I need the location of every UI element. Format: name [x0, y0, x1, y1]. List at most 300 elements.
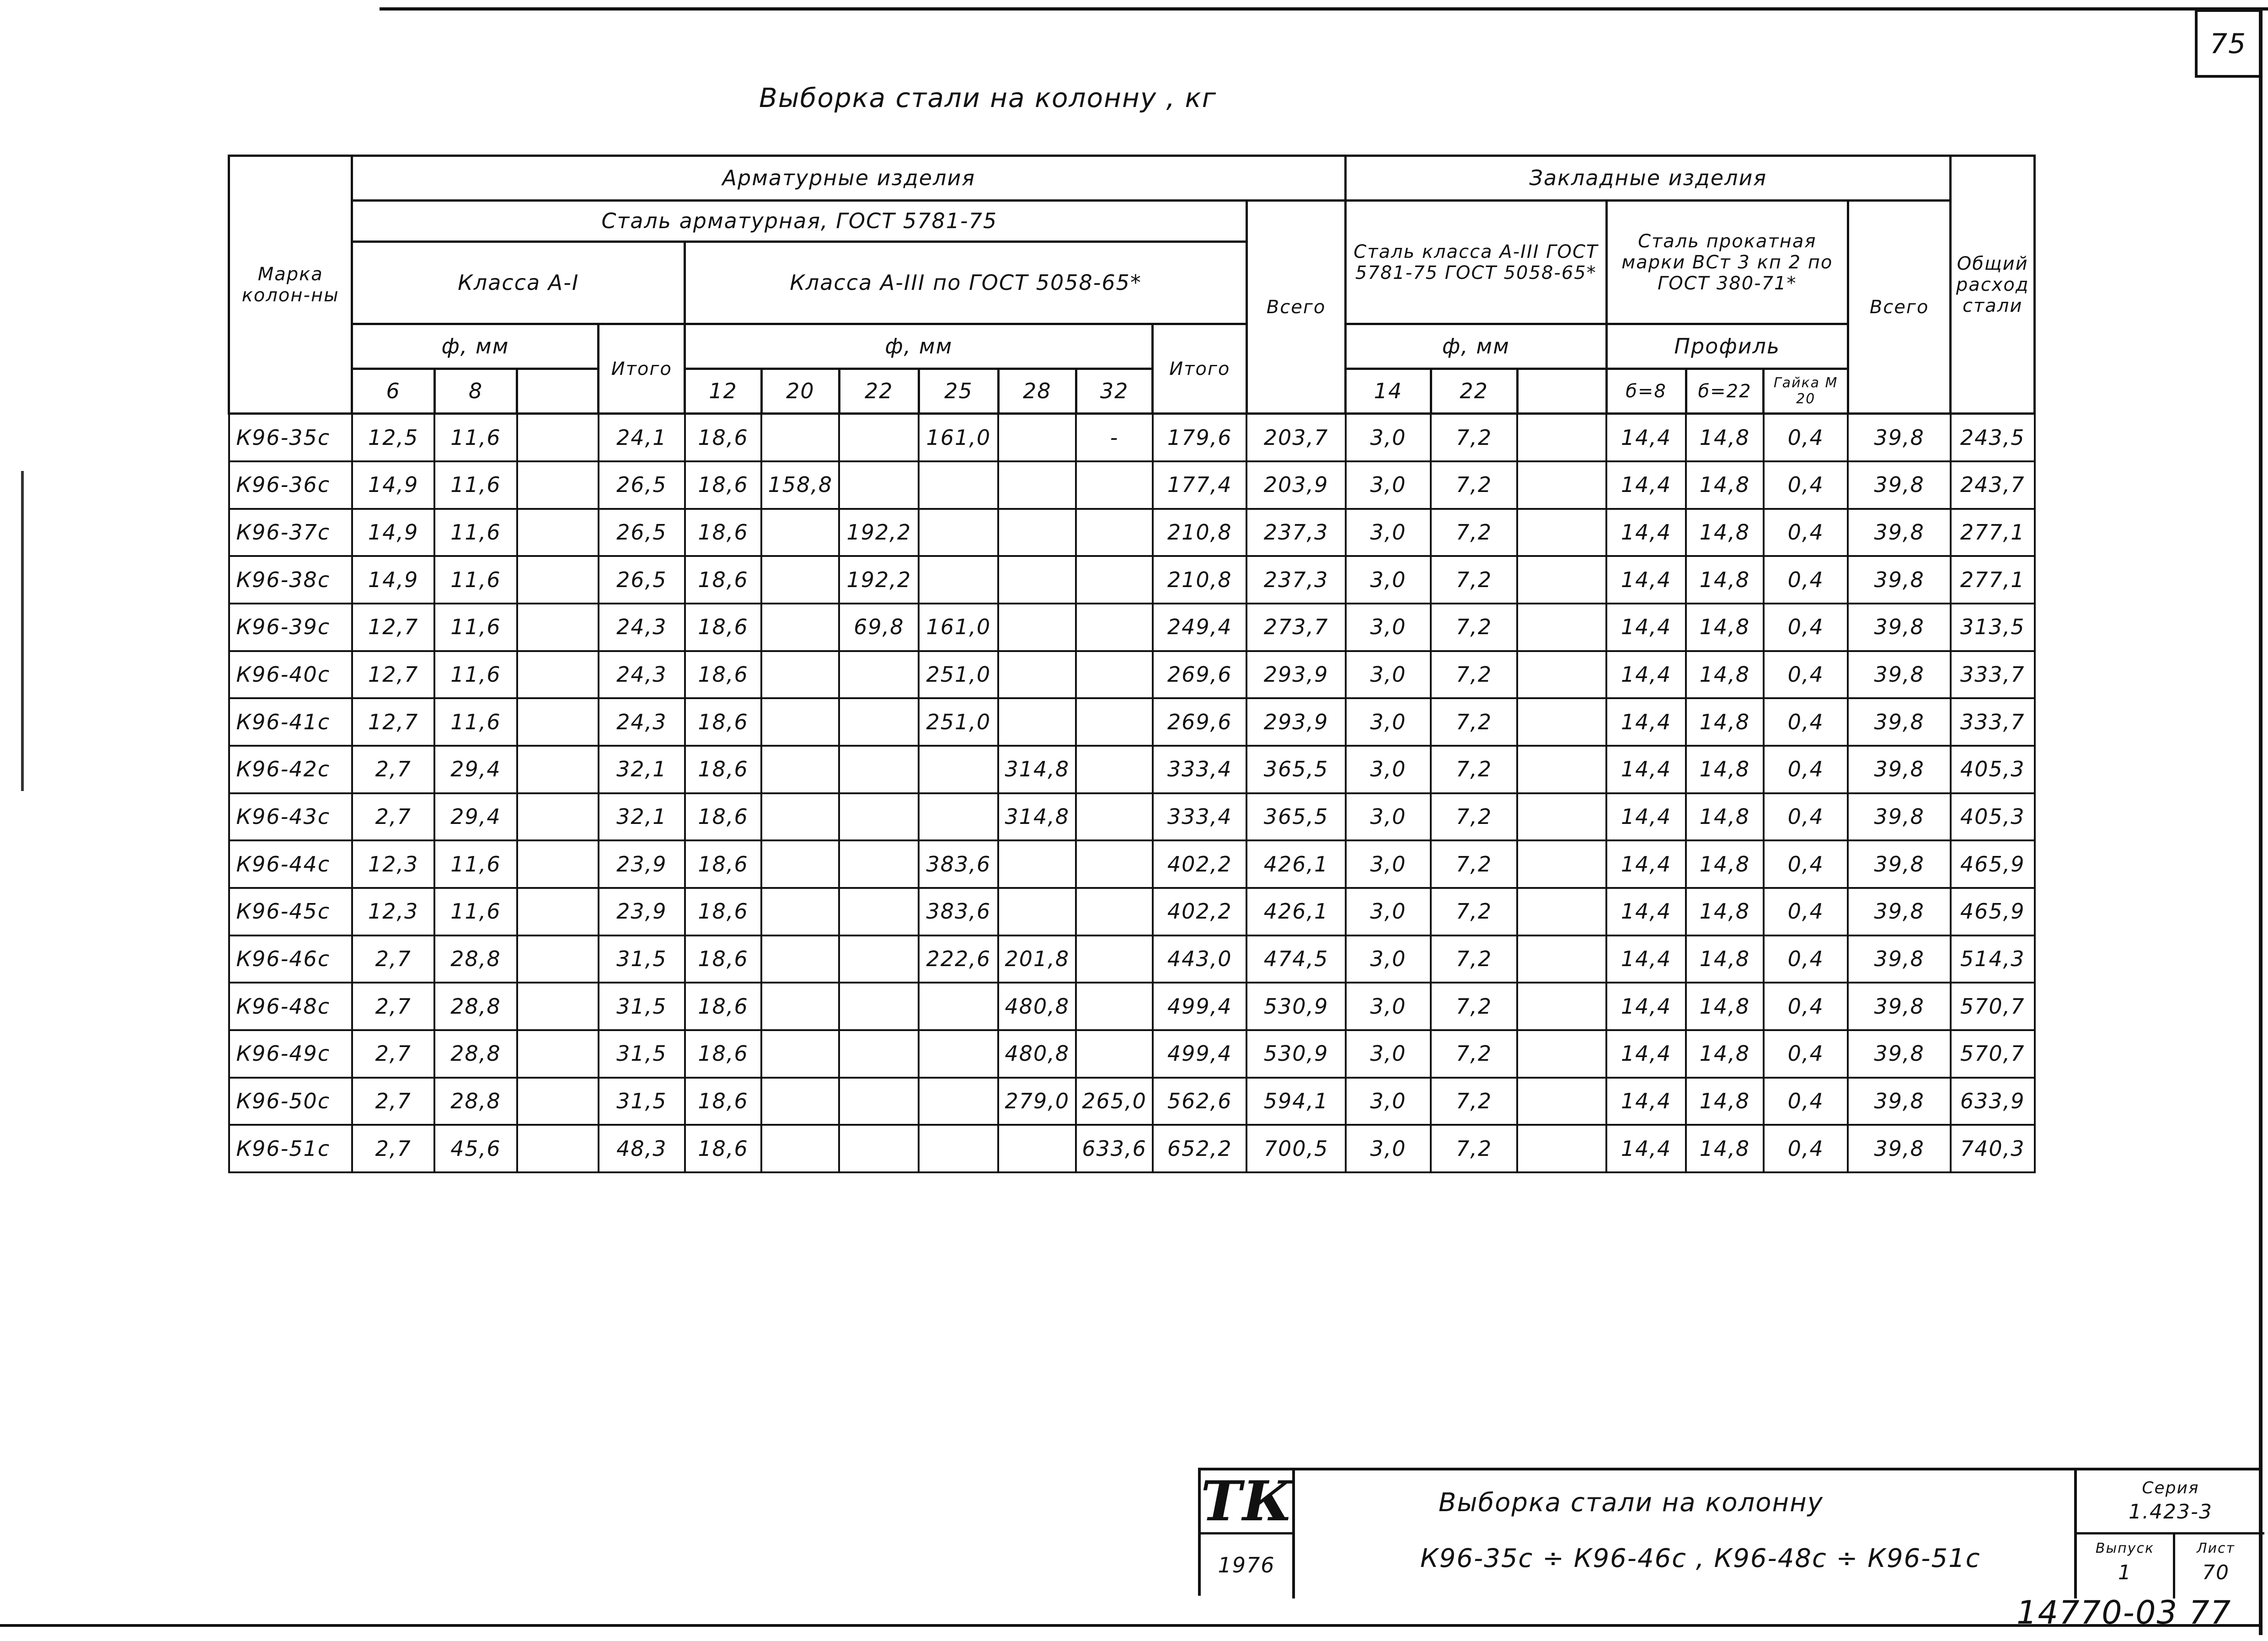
header-rolled-steel: Сталь прокатная марки ВСт 3 кп 2 по ГОСТ 380-71* — [1606, 201, 1848, 324]
cell-d25 — [919, 1078, 998, 1125]
cell-p8: 14,4 — [1606, 556, 1686, 604]
cell-d20 — [761, 1125, 839, 1172]
cell-nut: 0,4 — [1764, 935, 1848, 983]
cell-nut: 0,4 — [1764, 1030, 1848, 1078]
cell-d22 — [839, 1030, 919, 1078]
header-profile-d8: б=8 — [1606, 369, 1686, 414]
cell-d8: 28,8 — [434, 1030, 517, 1078]
series-label: Серия — [2142, 1479, 2199, 1497]
cell-a3-total: 177,4 — [1153, 461, 1247, 509]
cell-d25 — [919, 556, 998, 604]
header-class-a1: Класса А-I — [352, 242, 685, 324]
cell-p8: 14,4 — [1606, 840, 1686, 888]
cell-emb-total: 39,8 — [1848, 746, 1950, 793]
cell-p8: 14,4 — [1606, 983, 1686, 1030]
cell-e14: 3,0 — [1346, 414, 1431, 462]
cell-d6: 14,9 — [352, 556, 434, 604]
header-d32: 32 — [1076, 369, 1153, 414]
cell-e22: 7,2 — [1431, 1125, 1517, 1172]
header-embedded-steel: Сталь класса А-III ГОСТ 5781-75 ГОСТ 5058-65* — [1346, 201, 1606, 324]
cell-emb-total: 39,8 — [1848, 1030, 1950, 1078]
cell-rebar-total: 700,5 — [1246, 1125, 1345, 1172]
cell-d25: 383,6 — [919, 840, 998, 888]
cell-d8: 28,8 — [434, 983, 517, 1030]
cell-d32 — [1076, 793, 1153, 841]
empty-cell — [517, 1078, 599, 1125]
cell-p22: 14,8 — [1686, 556, 1764, 604]
table-row — [229, 698, 2035, 746]
cell-p8: 14,4 — [1606, 509, 1686, 556]
cell-d25 — [919, 983, 998, 1030]
cell-p8: 14,4 — [1606, 1078, 1686, 1125]
header-dia-a1: ф, мм — [352, 324, 599, 369]
cell-overall: 633,9 — [1951, 1078, 2035, 1125]
frame-right-border — [2259, 7, 2263, 1635]
cell-d12: 18,6 — [685, 461, 762, 509]
cell-d22 — [839, 651, 919, 699]
cell-d12: 18,6 — [685, 1030, 762, 1078]
cell-e22: 7,2 — [1431, 935, 1517, 983]
cell-e22: 7,2 — [1431, 1030, 1517, 1078]
cell-e14: 3,0 — [1346, 698, 1431, 746]
empty-cell — [517, 793, 599, 841]
sheet-title: Выборка стали на колонну , кг — [759, 82, 1217, 113]
table-row — [229, 746, 2035, 793]
cell-d28: 314,8 — [998, 746, 1076, 793]
empty-cell — [1517, 414, 1606, 462]
cell-d8: 11,6 — [434, 840, 517, 888]
cell-e14: 3,0 — [1346, 651, 1431, 699]
cell-d20 — [761, 651, 839, 699]
cell-e14: 3,0 — [1346, 509, 1431, 556]
cell-nut: 0,4 — [1764, 983, 1848, 1030]
empty-cell — [1517, 461, 1606, 509]
cell-d32 — [1076, 698, 1153, 746]
cell-a3-total: 179,6 — [1153, 414, 1247, 462]
column-mark-cell: К96-42с — [229, 746, 352, 793]
cell-d22 — [839, 983, 919, 1030]
cell-d22: 192,2 — [839, 509, 919, 556]
cell-d6: 2,7 — [352, 983, 434, 1030]
cell-p22: 14,8 — [1686, 698, 1764, 746]
empty-cell — [1517, 888, 1606, 935]
steel-sample-table — [228, 155, 2036, 1173]
column-mark-cell: К96-45с — [229, 888, 352, 935]
empty-cell — [517, 556, 599, 604]
empty-cell — [517, 414, 599, 462]
table-row — [229, 414, 2035, 462]
cell-d6: 2,7 — [352, 1078, 434, 1125]
header-a3-subtotal: Итого — [1153, 324, 1247, 414]
empty-cell — [1517, 793, 1606, 841]
cell-e14: 3,0 — [1346, 983, 1431, 1030]
frame-left-mark — [21, 471, 24, 791]
cell-a1-total: 32,1 — [599, 793, 685, 841]
table-row — [229, 1078, 2035, 1125]
cell-rebar-total: 530,9 — [1246, 1030, 1345, 1078]
empty-cell — [1517, 509, 1606, 556]
cell-d12: 18,6 — [685, 888, 762, 935]
cell-d32 — [1076, 461, 1153, 509]
cell-emb-total: 39,8 — [1848, 698, 1950, 746]
empty-cell — [1517, 1078, 1606, 1125]
cell-d6: 14,9 — [352, 461, 434, 509]
cell-d6: 2,7 — [352, 793, 434, 841]
cell-rebar-total: 203,9 — [1246, 461, 1345, 509]
cell-a1-total: 23,9 — [599, 888, 685, 935]
empty-cell — [1517, 983, 1606, 1030]
cell-overall: 277,1 — [1951, 509, 2035, 556]
cell-p22: 14,8 — [1686, 888, 1764, 935]
cell-a1-total: 31,5 — [599, 983, 685, 1030]
cell-d32 — [1076, 935, 1153, 983]
cell-d32 — [1076, 840, 1153, 888]
cell-a1-total: 31,5 — [599, 1030, 685, 1078]
cell-e14: 3,0 — [1346, 461, 1431, 509]
empty-cell — [1517, 698, 1606, 746]
cell-d28: 201,8 — [998, 935, 1076, 983]
cell-a1-total: 26,5 — [599, 556, 685, 604]
header-a1-subtotal: Итого — [599, 324, 685, 414]
cell-overall: 405,3 — [1951, 746, 2035, 793]
cell-e22: 7,2 — [1431, 414, 1517, 462]
frame-top-border — [380, 7, 2268, 11]
cell-p22: 14,8 — [1686, 1078, 1764, 1125]
cell-a1-total: 23,9 — [599, 840, 685, 888]
empty-cell — [1517, 1030, 1606, 1078]
header-class-a3: Класса А-III по ГОСТ 5058-65* — [685, 242, 1247, 324]
series-value: 1.423-3 — [2129, 1500, 2213, 1523]
cell-emb-total: 39,8 — [1848, 604, 1950, 651]
cell-d12: 18,6 — [685, 509, 762, 556]
cell-d12: 18,6 — [685, 840, 762, 888]
empty-cell — [517, 604, 599, 651]
stamp-issue — [2074, 1532, 2175, 1598]
header-e22: 22 — [1431, 369, 1517, 414]
cell-a1-total: 24,3 — [599, 698, 685, 746]
cell-emb-total: 39,8 — [1848, 556, 1950, 604]
cell-d8: 28,8 — [434, 1078, 517, 1125]
empty-cell — [1517, 746, 1606, 793]
header-profile-nut: Гайка М 20 — [1764, 369, 1848, 414]
cell-a1-total: 24,3 — [599, 651, 685, 699]
cell-overall: 570,7 — [1951, 983, 2035, 1030]
cell-rebar-total: 237,3 — [1246, 556, 1345, 604]
cell-d6: 12,7 — [352, 651, 434, 699]
cell-d28 — [998, 604, 1076, 651]
cell-nut: 0,4 — [1764, 840, 1848, 888]
cell-emb-total: 39,8 — [1848, 414, 1950, 462]
stamp-year: 1976 — [1201, 1532, 1295, 1598]
header-d28: 28 — [998, 369, 1076, 414]
cell-nut: 0,4 — [1764, 698, 1848, 746]
cell-d12: 18,6 — [685, 604, 762, 651]
cell-d8: 29,4 — [434, 793, 517, 841]
cell-d28: 480,8 — [998, 983, 1076, 1030]
cell-d12: 18,6 — [685, 698, 762, 746]
cell-d20 — [761, 698, 839, 746]
cell-emb-total: 39,8 — [1848, 1078, 1950, 1125]
cell-overall: 465,9 — [1951, 840, 2035, 888]
cell-overall: 333,7 — [1951, 651, 2035, 699]
stamp-title-line2: К96-35с ÷ К96-46с , К96-48с ÷ К96-51с — [1420, 1544, 1981, 1573]
cell-d8: 45,6 — [434, 1125, 517, 1172]
cell-e22: 7,2 — [1431, 461, 1517, 509]
cell-e14: 3,0 — [1346, 793, 1431, 841]
cell-d22 — [839, 888, 919, 935]
cell-d20 — [761, 793, 839, 841]
header-rebar-products: Арматурные изделия — [352, 156, 1346, 201]
empty-cell — [517, 840, 599, 888]
cell-d32 — [1076, 746, 1153, 793]
cell-overall: 405,3 — [1951, 793, 2035, 841]
cell-overall: 570,7 — [1951, 1030, 2035, 1078]
cell-e22: 7,2 — [1431, 509, 1517, 556]
cell-d20 — [761, 509, 839, 556]
empty-cell — [517, 1125, 599, 1172]
empty-cell — [1517, 556, 1606, 604]
cell-d20 — [761, 888, 839, 935]
cell-rebar-total: 293,9 — [1246, 698, 1345, 746]
empty-cell — [1517, 840, 1606, 888]
cell-a1-total: 31,5 — [599, 1078, 685, 1125]
cell-rebar-total: 426,1 — [1246, 840, 1345, 888]
cell-d25: 161,0 — [919, 604, 998, 651]
column-mark-cell: К96-43с — [229, 793, 352, 841]
cell-p8: 14,4 — [1606, 461, 1686, 509]
issue-label: Выпуск — [2095, 1540, 2155, 1556]
cell-nut: 0,4 — [1764, 556, 1848, 604]
issue-value: 1 — [2118, 1561, 2132, 1584]
cell-p8: 14,4 — [1606, 651, 1686, 699]
cell-a3-total: 499,4 — [1153, 983, 1247, 1030]
cell-d12: 18,6 — [685, 983, 762, 1030]
cell-a3-total: 269,6 — [1153, 698, 1247, 746]
cell-d6: 12,7 — [352, 698, 434, 746]
header-a1-empty — [517, 369, 599, 414]
cell-d20 — [761, 840, 839, 888]
cell-d28: 480,8 — [998, 1030, 1076, 1078]
cell-d12: 18,6 — [685, 556, 762, 604]
cell-nut: 0,4 — [1764, 793, 1848, 841]
cell-overall: 514,3 — [1951, 935, 2035, 983]
cell-a3-total: 210,8 — [1153, 509, 1247, 556]
cell-d8: 11,6 — [434, 698, 517, 746]
cell-rebar-total: 273,7 — [1246, 604, 1345, 651]
sheet-label: Лист — [2196, 1540, 2236, 1556]
cell-d32 — [1076, 983, 1153, 1030]
cell-a3-total: 333,4 — [1153, 793, 1247, 841]
table-row — [229, 888, 2035, 935]
cell-d32: 265,0 — [1076, 1078, 1153, 1125]
cell-emb-total: 39,8 — [1848, 888, 1950, 935]
header-overall: Общий расход стали — [1951, 156, 2035, 414]
cell-d28 — [998, 461, 1076, 509]
header-profile-d22: б=22 — [1686, 369, 1764, 414]
header-dia-a3: ф, мм — [685, 324, 1153, 369]
table-row — [229, 461, 2035, 509]
cell-a3-total: 562,6 — [1153, 1078, 1247, 1125]
cell-d20: 158,8 — [761, 461, 839, 509]
stamp-title-line1: Выборка стали на колонну — [1439, 1488, 1824, 1518]
cell-d28 — [998, 1125, 1076, 1172]
cell-e14: 3,0 — [1346, 1125, 1431, 1172]
column-mark-cell: К96-50с — [229, 1078, 352, 1125]
cell-d22: 69,8 — [839, 604, 919, 651]
cell-rebar-total: 426,1 — [1246, 888, 1345, 935]
cell-emb-total: 39,8 — [1848, 983, 1950, 1030]
cell-d25 — [919, 461, 998, 509]
empty-cell — [517, 651, 599, 699]
cell-emb-total: 39,8 — [1848, 509, 1950, 556]
cell-nut: 0,4 — [1764, 604, 1848, 651]
frame-bottom-border — [0, 1624, 2263, 1627]
cell-p22: 14,8 — [1686, 461, 1764, 509]
cell-rebar-total: 594,1 — [1246, 1078, 1345, 1125]
cell-d22 — [839, 746, 919, 793]
cell-emb-total: 39,8 — [1848, 1125, 1950, 1172]
cell-a1-total: 32,1 — [599, 746, 685, 793]
cell-d6: 2,7 — [352, 1125, 434, 1172]
cell-d12: 18,6 — [685, 1078, 762, 1125]
cell-d22: 192,2 — [839, 556, 919, 604]
cell-d20 — [761, 556, 839, 604]
empty-cell — [517, 746, 599, 793]
stamp-series — [2074, 1470, 2264, 1534]
cell-e22: 7,2 — [1431, 793, 1517, 841]
cell-e14: 3,0 — [1346, 746, 1431, 793]
cell-nut: 0,4 — [1764, 461, 1848, 509]
cell-d6: 12,7 — [352, 604, 434, 651]
header-rebar-steel: Сталь арматурная, ГОСТ 5781-75 — [352, 201, 1247, 242]
cell-overall: 313,5 — [1951, 604, 2035, 651]
cell-nut: 0,4 — [1764, 1078, 1848, 1125]
cell-rebar-total: 530,9 — [1246, 983, 1345, 1030]
column-mark-cell: К96-36с — [229, 461, 352, 509]
empty-cell — [517, 935, 599, 983]
cell-overall: 740,3 — [1951, 1125, 2035, 1172]
table-row — [229, 1030, 2035, 1078]
cell-a3-total: 499,4 — [1153, 1030, 1247, 1078]
column-mark-cell: К96-37с — [229, 509, 352, 556]
table-row — [229, 651, 2035, 699]
cell-overall: 243,5 — [1951, 414, 2035, 462]
header-d12: 12 — [685, 369, 762, 414]
column-mark-cell: К96-40с — [229, 651, 352, 699]
cell-a1-total: 31,5 — [599, 935, 685, 983]
cell-d32 — [1076, 604, 1153, 651]
cell-d6: 12,3 — [352, 888, 434, 935]
column-mark-cell: К96-44с — [229, 840, 352, 888]
cell-d12: 18,6 — [685, 793, 762, 841]
cell-d32: - — [1076, 414, 1153, 462]
cell-d22 — [839, 1078, 919, 1125]
cell-e14: 3,0 — [1346, 840, 1431, 888]
empty-cell — [1517, 651, 1606, 699]
column-mark-cell: К96-38с — [229, 556, 352, 604]
cell-a3-total: 402,2 — [1153, 888, 1247, 935]
header-d25: 25 — [919, 369, 998, 414]
cell-a3-total: 333,4 — [1153, 746, 1247, 793]
cell-d32 — [1076, 888, 1153, 935]
empty-cell — [517, 1030, 599, 1078]
cell-d12: 18,6 — [685, 935, 762, 983]
cell-a1-total: 26,5 — [599, 509, 685, 556]
cell-d20 — [761, 604, 839, 651]
header-dia-embedded: ф, мм — [1346, 324, 1606, 369]
cell-rebar-total: 203,7 — [1246, 414, 1345, 462]
cell-p22: 14,8 — [1686, 509, 1764, 556]
cell-nut: 0,4 — [1764, 509, 1848, 556]
cell-rebar-total: 474,5 — [1246, 935, 1345, 983]
cell-d28 — [998, 651, 1076, 699]
cell-d22 — [839, 461, 919, 509]
cell-d12: 18,6 — [685, 1125, 762, 1172]
cell-d22 — [839, 793, 919, 841]
cell-d12: 18,6 — [685, 651, 762, 699]
cell-a3-total: 210,8 — [1153, 556, 1247, 604]
table-body — [229, 414, 2035, 1173]
cell-e22: 7,2 — [1431, 556, 1517, 604]
table-row — [229, 840, 2035, 888]
cell-d8: 29,4 — [434, 746, 517, 793]
cell-d6: 2,7 — [352, 1030, 434, 1078]
cell-e22: 7,2 — [1431, 746, 1517, 793]
stamp-sheet — [2170, 1532, 2262, 1598]
cell-d28 — [998, 556, 1076, 604]
cell-a1-total: 48,3 — [599, 1125, 685, 1172]
cell-d20 — [761, 983, 839, 1030]
cell-d6: 2,7 — [352, 935, 434, 983]
cell-d22 — [839, 414, 919, 462]
column-mark-cell: К96-46с — [229, 935, 352, 983]
column-mark-cell: К96-49с — [229, 1030, 352, 1078]
title-block — [1198, 1468, 2259, 1596]
cell-d6: 12,3 — [352, 840, 434, 888]
cell-d32 — [1076, 556, 1153, 604]
cell-d22 — [839, 840, 919, 888]
empty-cell — [517, 509, 599, 556]
page-number: 75 — [2195, 9, 2259, 78]
empty-cell — [517, 698, 599, 746]
cell-d25 — [919, 1125, 998, 1172]
cell-e22: 7,2 — [1431, 888, 1517, 935]
cell-nut: 0,4 — [1764, 888, 1848, 935]
cell-emb-total: 39,8 — [1848, 651, 1950, 699]
sheet-value: 70 — [2202, 1561, 2230, 1584]
cell-d8: 11,6 — [434, 461, 517, 509]
cell-emb-total: 39,8 — [1848, 461, 1950, 509]
cell-nut: 0,4 — [1764, 651, 1848, 699]
cell-a1-total: 24,1 — [599, 414, 685, 462]
cell-a1-total: 24,3 — [599, 604, 685, 651]
cell-nut: 0,4 — [1764, 414, 1848, 462]
cell-d32: 633,6 — [1076, 1125, 1153, 1172]
column-mark-cell: К96-41с — [229, 698, 352, 746]
cell-overall: 333,7 — [1951, 698, 2035, 746]
cell-rebar-total: 237,3 — [1246, 509, 1345, 556]
cell-d8: 28,8 — [434, 935, 517, 983]
cell-e14: 3,0 — [1346, 935, 1431, 983]
cell-d25 — [919, 793, 998, 841]
cell-p8: 14,4 — [1606, 1030, 1686, 1078]
cell-d25: 251,0 — [919, 651, 998, 699]
cell-d8: 11,6 — [434, 888, 517, 935]
cell-d12: 18,6 — [685, 746, 762, 793]
header-d22: 22 — [839, 369, 919, 414]
cell-rebar-total: 365,5 — [1246, 746, 1345, 793]
cell-d28 — [998, 414, 1076, 462]
